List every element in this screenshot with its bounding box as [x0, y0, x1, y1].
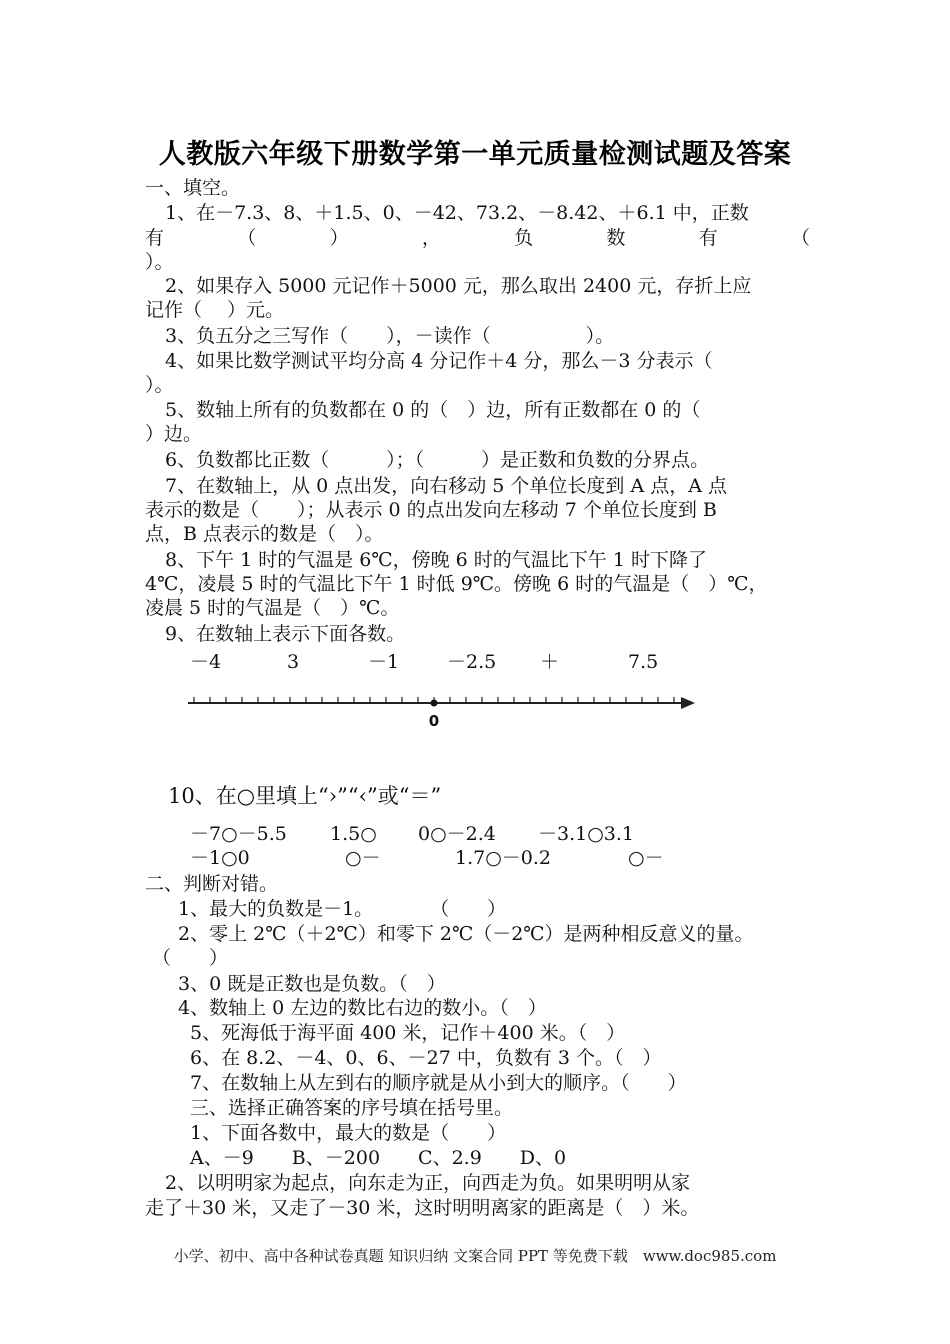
- q10-item: ○－: [345, 847, 381, 869]
- q1-word: 数: [606, 227, 626, 249]
- q2-line2: 记作（ ）元。: [145, 299, 285, 321]
- judge-q3: 3、0 既是正数也是负数。（ ）: [178, 973, 446, 995]
- q1-word: （: [790, 227, 810, 249]
- q1-word: ）: [329, 227, 349, 249]
- q1-line1: 1、在－7.3、8、＋1.5、0、－42、73.2、－8.42、＋6.1 中，正数: [165, 202, 749, 224]
- number-line-zero-dot: [431, 700, 438, 707]
- section1-heading: 一、填空。: [145, 177, 241, 199]
- q1-word: ，: [421, 227, 441, 249]
- q10-item: 1.5○: [330, 823, 377, 845]
- q9-number: －2.5: [447, 651, 497, 673]
- choice-q1: 1、下面各数中，最大的数是（ ）: [190, 1122, 507, 1144]
- q9-number: 3: [287, 651, 300, 673]
- q8-line1: 8、下午 1 时的气温是 6℃，傍晚 6 时的气温比下午 1 时下降了: [165, 549, 707, 571]
- q9-number: 7.5: [628, 651, 659, 673]
- q7-line1: 7、在数轴上，从 0 点出发，向右移动 5 个单位长度到 A 点，A 点: [165, 475, 727, 497]
- section2-heading: 二、判断对错。: [145, 873, 279, 895]
- number-line: [180, 684, 710, 734]
- q6: 6、负数都比正数（ ）；（ ）是正数和负数的分界点。: [165, 449, 710, 471]
- q7-line3: 点，B 点表示的数是（ ）。: [145, 523, 384, 545]
- judge-q5: 5、死海低于海平面 400 米，记作＋400 米。（ ）: [190, 1022, 626, 1044]
- number-line-zero-label: 0: [428, 712, 440, 730]
- q10-item: －7○－5.5: [190, 823, 287, 845]
- q10-item: ○－: [628, 847, 664, 869]
- q8-line3: 凌晨 5 时的气温是（ ）℃。: [145, 597, 400, 619]
- choice-q1-options: A、－9 B、－200 C、2.9 D、0: [190, 1147, 567, 1169]
- q10-item: －1○0: [190, 847, 250, 869]
- section3-heading: 三、选择正确答案的序号填在括号里。: [190, 1097, 514, 1119]
- q10-item: －3.1○3.1: [538, 823, 635, 845]
- q3: 3、负五分之三写作（ ），－读作（ ）。: [165, 325, 615, 347]
- choice-q2-line2: 走了＋30 米，又走了－30 米，这时明明离家的距离是（ ）米。: [145, 1197, 700, 1219]
- q1-word: 有: [145, 227, 165, 249]
- judge-q1: 1、最大的负数是－1。 （ ）: [178, 898, 507, 920]
- judge-q4: 4、数轴上 0 左边的数比右边的数小。（ ）: [178, 997, 547, 1019]
- judge-q2-line1: 2、零上 2℃（＋2℃）和零下 2℃（－2℃）是两种相反意义的量。: [178, 923, 754, 945]
- q8-line2: 4℃，凌晨 5 时的气温比下午 1 时低 9℃。傍晚 6 时的气温是（ ）℃，: [145, 573, 768, 595]
- q1-word: （: [237, 227, 257, 249]
- q10-item: 1.7○－0.2: [455, 847, 552, 869]
- q9-number: －1: [368, 651, 400, 673]
- q1-word: 有: [698, 227, 718, 249]
- judge-q7: 7、在数轴上从左到右的顺序就是从小到大的顺序。（ ）: [190, 1072, 687, 1094]
- page-footer: 小学、初中、高中各种试卷真题 知识归纳 文案合同 PPT 等免费下载 www.doc985.com: [173, 1247, 777, 1265]
- number-line-arrow-icon: [681, 697, 695, 709]
- judge-q2-line2: （ ）: [152, 947, 229, 969]
- q2-line1: 2、如果存入 5000 元记作＋5000 元，那么取出 2400 元，存折上应: [165, 275, 752, 297]
- q9-number: ＋: [540, 651, 560, 673]
- q5-line2: ）边。: [145, 423, 203, 445]
- choice-q2-line1: 2、以明明家为起点，向东走为正，向西走为负。如果明明从家: [165, 1172, 691, 1194]
- page-title: 人教版六年级下册数学第一单元质量检测试题及答案: [158, 139, 792, 170]
- q1-word: 负: [514, 227, 534, 249]
- q5-line1: 5、数轴上所有的负数都在 0 的（ ）边，所有正数都在 0 的（: [165, 399, 701, 421]
- q10-item: 0○－2.4: [418, 823, 496, 845]
- q9-number: －4: [190, 651, 222, 673]
- q4-line2: ）。: [145, 374, 174, 396]
- q10-title: 10、在○里填上“›”“‹”或“＝”: [168, 784, 442, 808]
- q4-line1: 4、如果比数学测试平均分高 4 分记作＋4 分，那么－3 分表示（: [165, 350, 713, 372]
- q9: 9、在数轴上表示下面各数。: [165, 623, 406, 645]
- judge-q6: 6、在 8.2、－4、0、6、－27 中，负数有 3 个。（ ）: [190, 1047, 662, 1069]
- q1-line3: ）。: [145, 251, 174, 273]
- q7-line2: 表示的数是（ ）；从表示 0 的点出发向左移动 7 个单位长度到 B: [145, 499, 717, 521]
- q1-line2: [145, 226, 810, 250]
